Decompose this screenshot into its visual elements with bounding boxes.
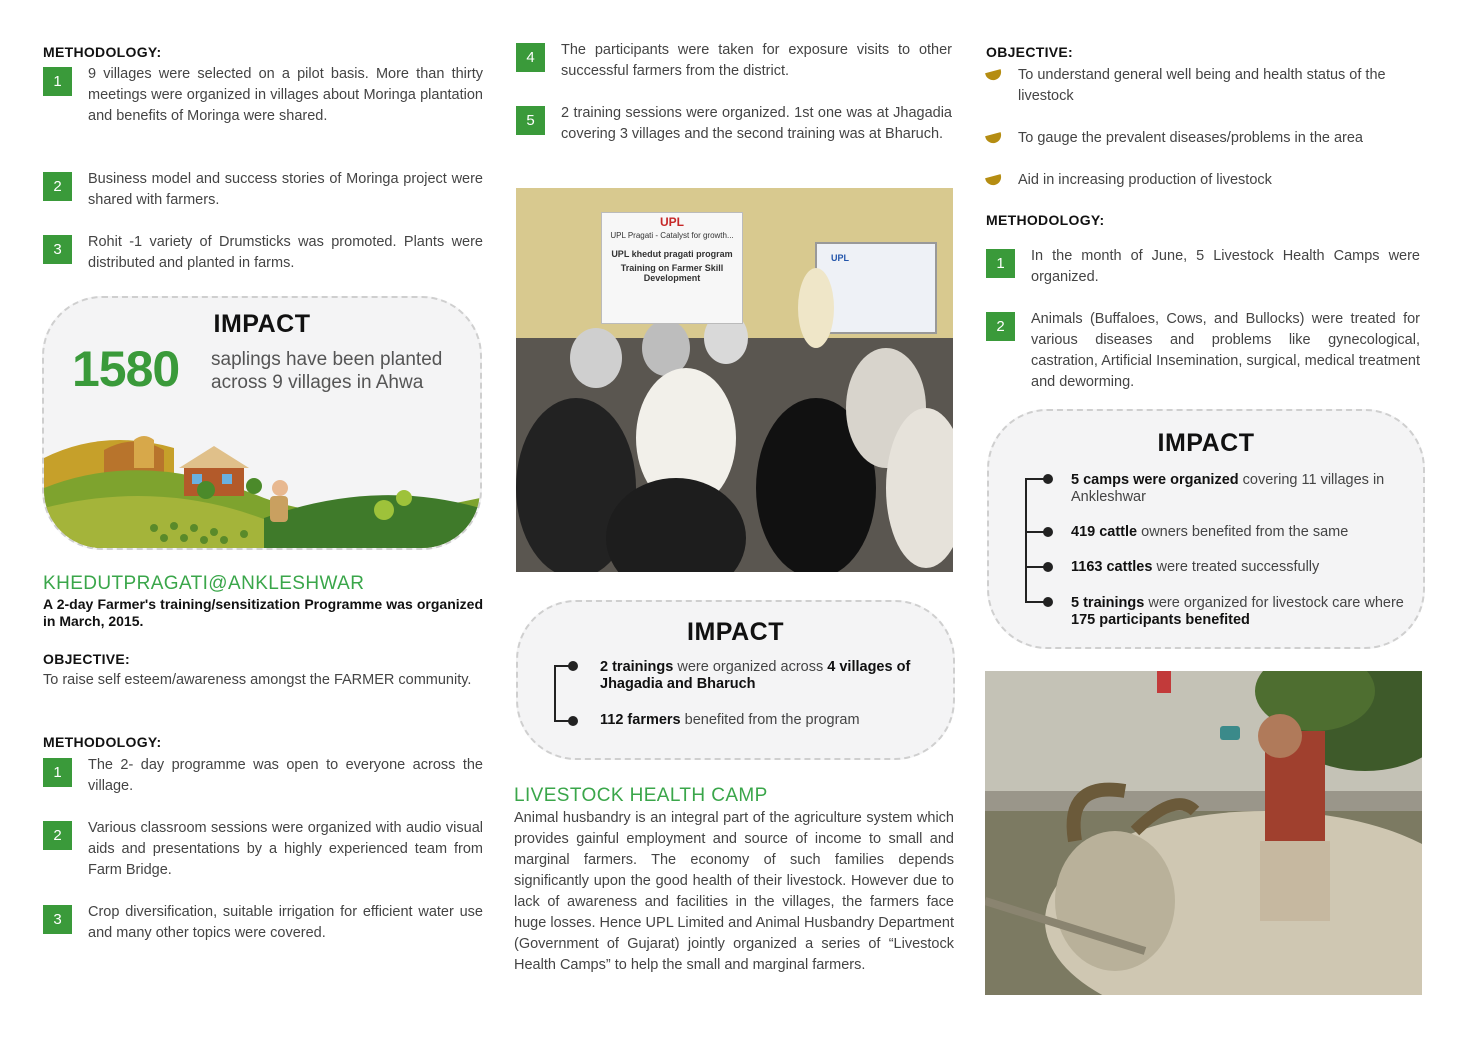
- objective-heading: OBJECTIVE:: [986, 44, 1074, 60]
- impact-item: [1071, 559, 1406, 576]
- objective-text: Aid in increasing production of livestock: [1018, 172, 1272, 188]
- step-text: 9 villages were selected on a pilot basis. More than thirty meetings were organized in villages about Moringa plantation and benefits of Moringa were shared.: [88, 66, 483, 124]
- section-title-khedutpragati: KHEDUTPRAGATI@ANKLESHWAR: [43, 573, 365, 594]
- step-text: The participants were taken for exposure visits to other successful farmers from the district.: [561, 42, 952, 79]
- impact-box-camps: [987, 409, 1425, 649]
- step-text: Rohit -1 variety of Drumsticks was promoted. Plants were distributed and planted in farms.: [88, 234, 483, 271]
- objective-text: To understand general well being and health status of the livestock: [1018, 67, 1386, 104]
- farm-illustration: [44, 428, 480, 548]
- step-number: 3: [43, 235, 72, 264]
- banner-line: UPL Pragati - Catalyst for growth...: [610, 231, 734, 240]
- leaf-icon: [985, 174, 1003, 187]
- timeline-connector: [554, 665, 572, 667]
- livestock-paragraph: Animal husbandry is an integral part of the agriculture system which provides gainful employment and source of income to small and marginal farmers. The economy of such families depends significantly upon the good health of their livestock. However due to lack of awareness and facilities in the villages, the farmers face huge losses. Hence UPL Limited and Animal Husbandry Department (Government of Gujarat) jointly organized a series of “Livestock Health Camps” to help the small and marginal farmers.: [514, 810, 954, 973]
- methodology-step: [43, 169, 483, 211]
- step-number: 2: [986, 312, 1015, 341]
- timeline-connector: [1025, 531, 1047, 533]
- leaf-icon: [985, 69, 1003, 82]
- methodology-step: [43, 64, 483, 127]
- step-number: 2: [43, 172, 72, 201]
- training-banner: [601, 212, 743, 324]
- impact-title: IMPACT: [1157, 429, 1255, 457]
- impact-highlight: 1163 cattles: [1071, 559, 1153, 575]
- cattle-scene: [985, 671, 1422, 995]
- impact-text: were treated successfully: [1152, 559, 1320, 575]
- step-number: 1: [43, 67, 72, 96]
- impact-text: covering 11 villages in Ankleshwar: [1071, 472, 1385, 505]
- impact-item: [600, 659, 935, 693]
- screen-logo: UPL: [831, 253, 849, 263]
- step-text: 2 training sessions were organized. 1st one was at Jhagadia covering 3 villages and the second training was at Bharuch.: [561, 105, 952, 142]
- methodology-step: [43, 902, 483, 944]
- impact-highlight: 175 participants benefited: [1071, 612, 1250, 628]
- methodology-step: [516, 103, 952, 145]
- objective-item: [986, 170, 1422, 191]
- impact-highlight: 5 trainings: [1071, 595, 1145, 611]
- methodology-heading: METHODOLOGY:: [986, 212, 1105, 228]
- section-subtitle: A 2-day Farmer's training/sensitization Programme was organized in March, 2015.: [43, 596, 483, 629]
- impact-box-saplings: [42, 296, 482, 550]
- methodology-heading: METHODOLOGY:: [43, 44, 162, 60]
- banner-line: UPL khedut pragati program: [611, 249, 733, 259]
- impact-text: benefited from the program: [680, 712, 860, 728]
- impact-text: were organized across: [673, 659, 828, 675]
- step-text: Animals (Buffaloes, Cows, and Bullocks) were treated for various diseases and problems like gynecological, castration, Artificial Insemination, surgical, medical treatment and deworming.: [1031, 311, 1420, 390]
- impact-item: [1071, 472, 1406, 506]
- step-number: 5: [516, 106, 545, 135]
- objective-heading: OBJECTIVE:: [43, 651, 131, 667]
- impact-title: IMPACT: [213, 310, 311, 338]
- step-text: Various classroom sessions were organized with audio visual aids and presentations by a highly experienced team from Farm Bridge.: [88, 820, 483, 878]
- objective-text: To raise self esteem/awareness amongst the FARMER community.: [43, 672, 472, 688]
- methodology-step: [43, 232, 483, 274]
- leaf-icon: [985, 132, 1003, 145]
- impact-title: IMPACT: [687, 618, 784, 646]
- impact-item: [1071, 524, 1406, 541]
- banner-line: Training on Farmer Skill Development: [620, 263, 724, 283]
- livestock-camp-photo: [985, 671, 1422, 995]
- objective-item: [986, 128, 1422, 149]
- methodology-step: [986, 246, 1420, 288]
- impact-line: saplings have been planted: [211, 349, 443, 370]
- impact-text: were organized for livestock care where: [1144, 595, 1404, 611]
- training-session-photo: [516, 188, 953, 572]
- impact-box-trainings: [516, 600, 955, 760]
- methodology-heading: METHODOLOGY:: [43, 734, 162, 750]
- step-text: Crop diversification, suitable irrigation for efficient water use and many other topics were covered.: [88, 904, 483, 941]
- step-number: 1: [986, 249, 1015, 278]
- objective-text: To gauge the prevalent diseases/problems in the area: [1018, 130, 1363, 146]
- step-number: 1: [43, 758, 72, 787]
- step-number: 4: [516, 43, 545, 72]
- impact-highlight: 112 farmers: [600, 712, 681, 728]
- upl-logo: UPL: [660, 215, 684, 229]
- timeline-line: [554, 666, 556, 721]
- impact-highlight: 2 trainings: [600, 659, 674, 675]
- methodology-step: [986, 309, 1420, 393]
- step-number: 2: [43, 821, 72, 850]
- timeline-connector: [1025, 601, 1047, 603]
- timeline-line: [1025, 479, 1027, 603]
- impact-highlight: 4 villages of Jhagadia and Bharuch: [600, 659, 911, 692]
- impact-item: [1071, 595, 1406, 629]
- methodology-step: [43, 818, 483, 881]
- impact-highlight: 5 camps were organized: [1071, 472, 1239, 488]
- step-text: In the month of June, 5 Livestock Health Camps were organized.: [1031, 248, 1420, 285]
- timeline-connector: [1025, 566, 1047, 568]
- step-text: The 2- day programme was open to everyone across the village.: [88, 757, 483, 794]
- impact-line: across 9 villages in Ahwa: [211, 372, 424, 393]
- impact-text: owners benefited from the same: [1137, 524, 1349, 540]
- step-text: Business model and success stories of Moringa project were shared with farmers.: [88, 171, 483, 208]
- timeline-connector: [1025, 478, 1047, 480]
- impact-highlight: 419 cattle: [1071, 524, 1138, 540]
- impact-big-number: 1580: [72, 341, 180, 397]
- impact-description: [211, 348, 442, 394]
- section-title-livestock: LIVESTOCK HEALTH CAMP: [514, 785, 768, 806]
- objective-item: [986, 65, 1422, 107]
- methodology-step: [43, 755, 483, 797]
- impact-item: [600, 712, 935, 729]
- timeline-connector: [554, 720, 572, 722]
- methodology-step: [516, 40, 952, 82]
- step-number: 3: [43, 905, 72, 934]
